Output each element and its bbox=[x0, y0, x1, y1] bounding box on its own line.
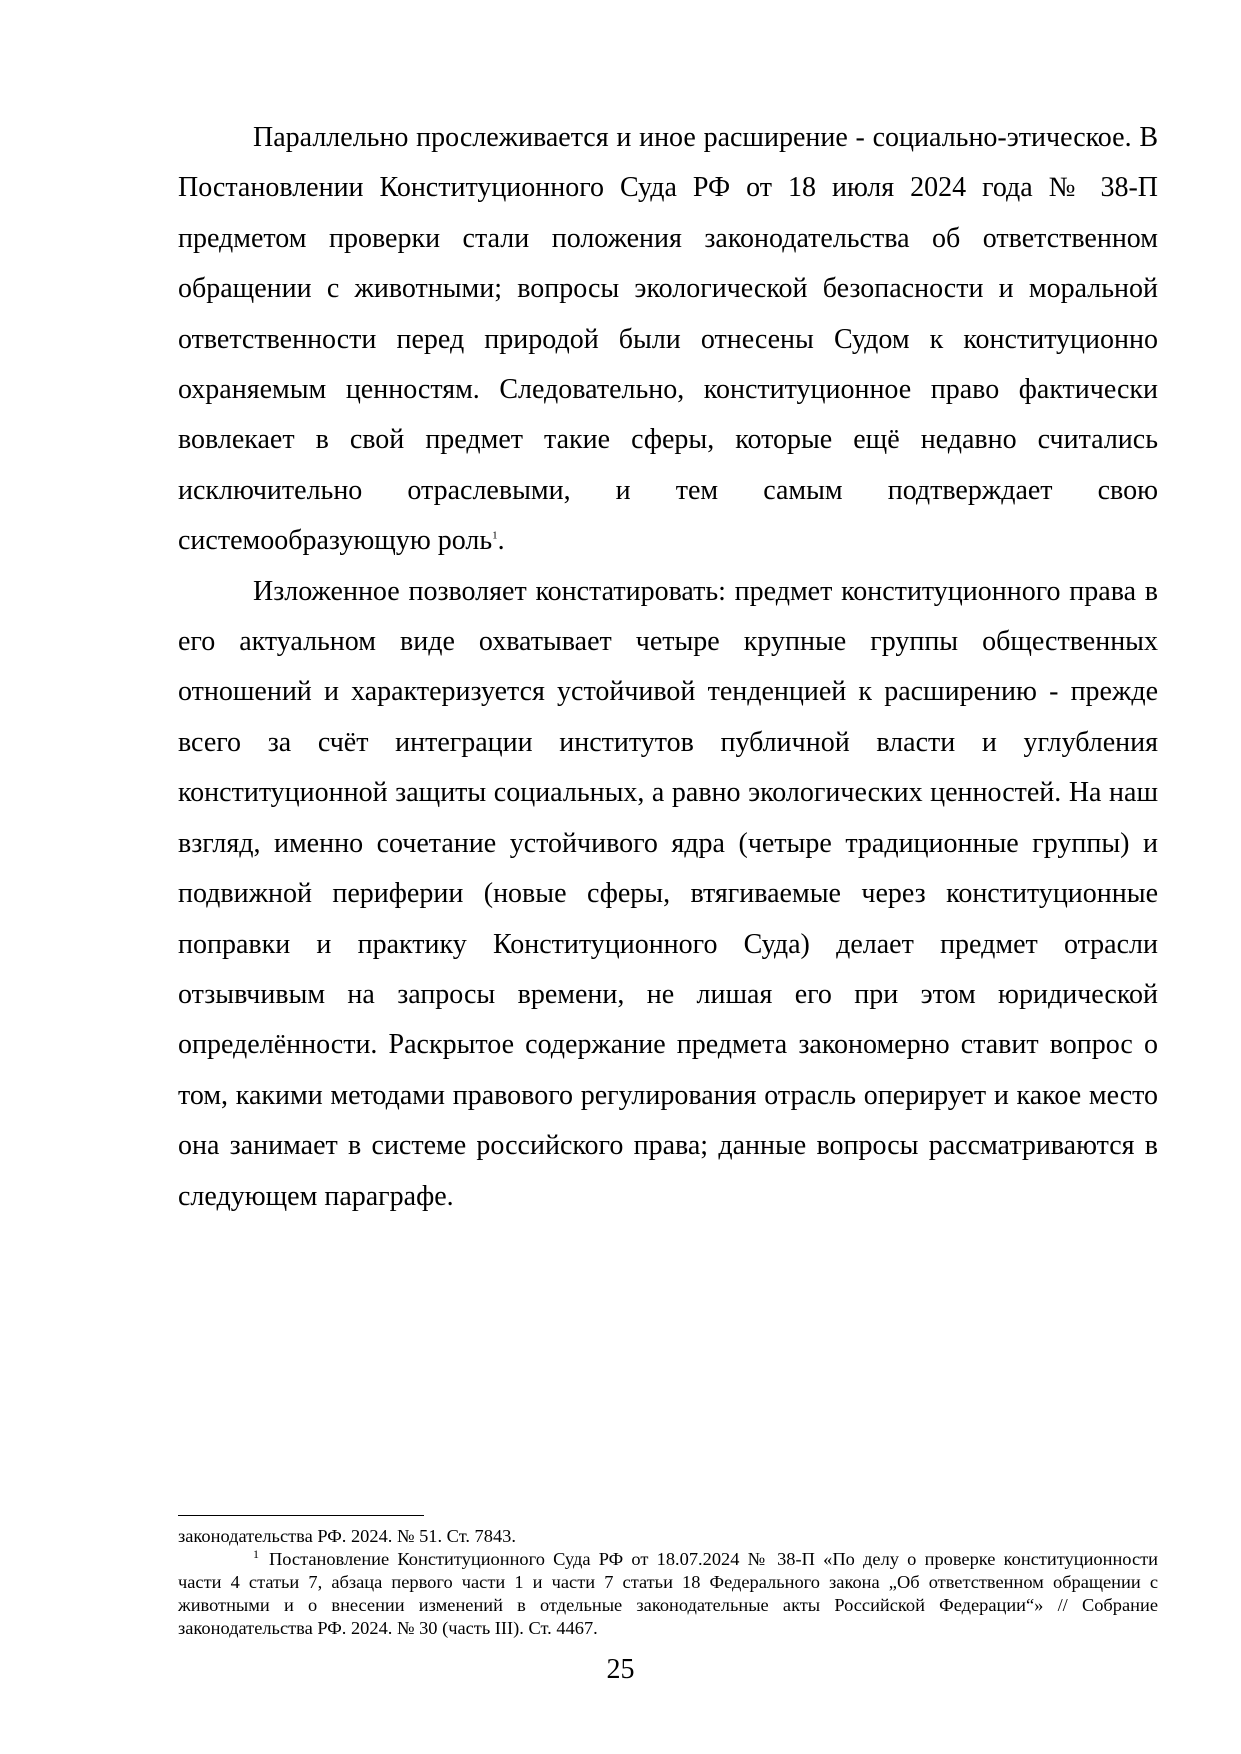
page-number: 25 bbox=[606, 1654, 635, 1685]
footnote-continuation: законодательства РФ. 2024. № 51. Ст. 7843. bbox=[178, 1526, 516, 1546]
footnote-separator bbox=[178, 1515, 424, 1516]
footnote-reference[interactable]: 1 bbox=[492, 529, 498, 542]
paragraph-2: Изложенное позволяет констатировать: предмет конституционного права в его актуальном виде охватывает четыре крупные группы общественных отношений и характеризуется устойчивой тенденцией к расширению - прежде всего за счёт интеграции институтов публичной власти и углубления конституционной защиты социальных, а равно экологических ценностей. На наш взгляд, именно сочетание устойчивого ядра (четыре традиционные группы) и подвижной периферии (новые сферы, втягиваемые через конституционные поправки и практику Конституционного Суда) делает предмет отрасли отзывчивым на запросы времени, не лишая его при этом юридической определённости. Раскрытое содержание предмета закономерно ставит вопрос о том, какими методами правового регулирования отрасль оперирует и какое место она занимает в системе российского права; данные вопросы рассматриваются в следующем параграфе. bbox=[178, 575, 1158, 1212]
main-text bbox=[178, 113, 1158, 1222]
paragraph-1 bbox=[178, 113, 1158, 567]
paragraph-1-text: Параллельно прослеживается и иное расширение - социально-этическое. В Постановлении Конституционного Суда РФ от 18 июля 2024 года № 38-П предметом проверки стали положения законодательства об ответственном обращении с животными; вопросы экологической безопасности и моральной ответственности перед природой были отнесены Судом к конституционно охраняемым ценностям. Следовательно, конституционное право фактически вовлекает в свой предмет такие сферы, которые ещё недавно считались исключительно отраслевыми, и тем самым подтверждает свою системообразующую роль bbox=[178, 122, 1158, 557]
footnote-1-text: Постановление Конституционного Суда РФ от 18.07.2024 № 38-П «По делу о проверке конституционности части 4 статьи 7, абзаца первого части 1 и части 7 статьи 18 Федерального закона „Об ответственном обращении с животными и о внесении изменений в отдельные законодательные акты Российской Федерации“» // Собрание законодательства РФ. 2024. № 30 (часть III). Ст. 4467. bbox=[178, 1549, 1158, 1638]
footnote-mark: 1 bbox=[253, 1546, 259, 1561]
paragraph-1-end: . bbox=[497, 525, 505, 557]
footnotes-section bbox=[178, 1525, 1158, 1640]
footnote-1 bbox=[178, 1548, 1158, 1640]
